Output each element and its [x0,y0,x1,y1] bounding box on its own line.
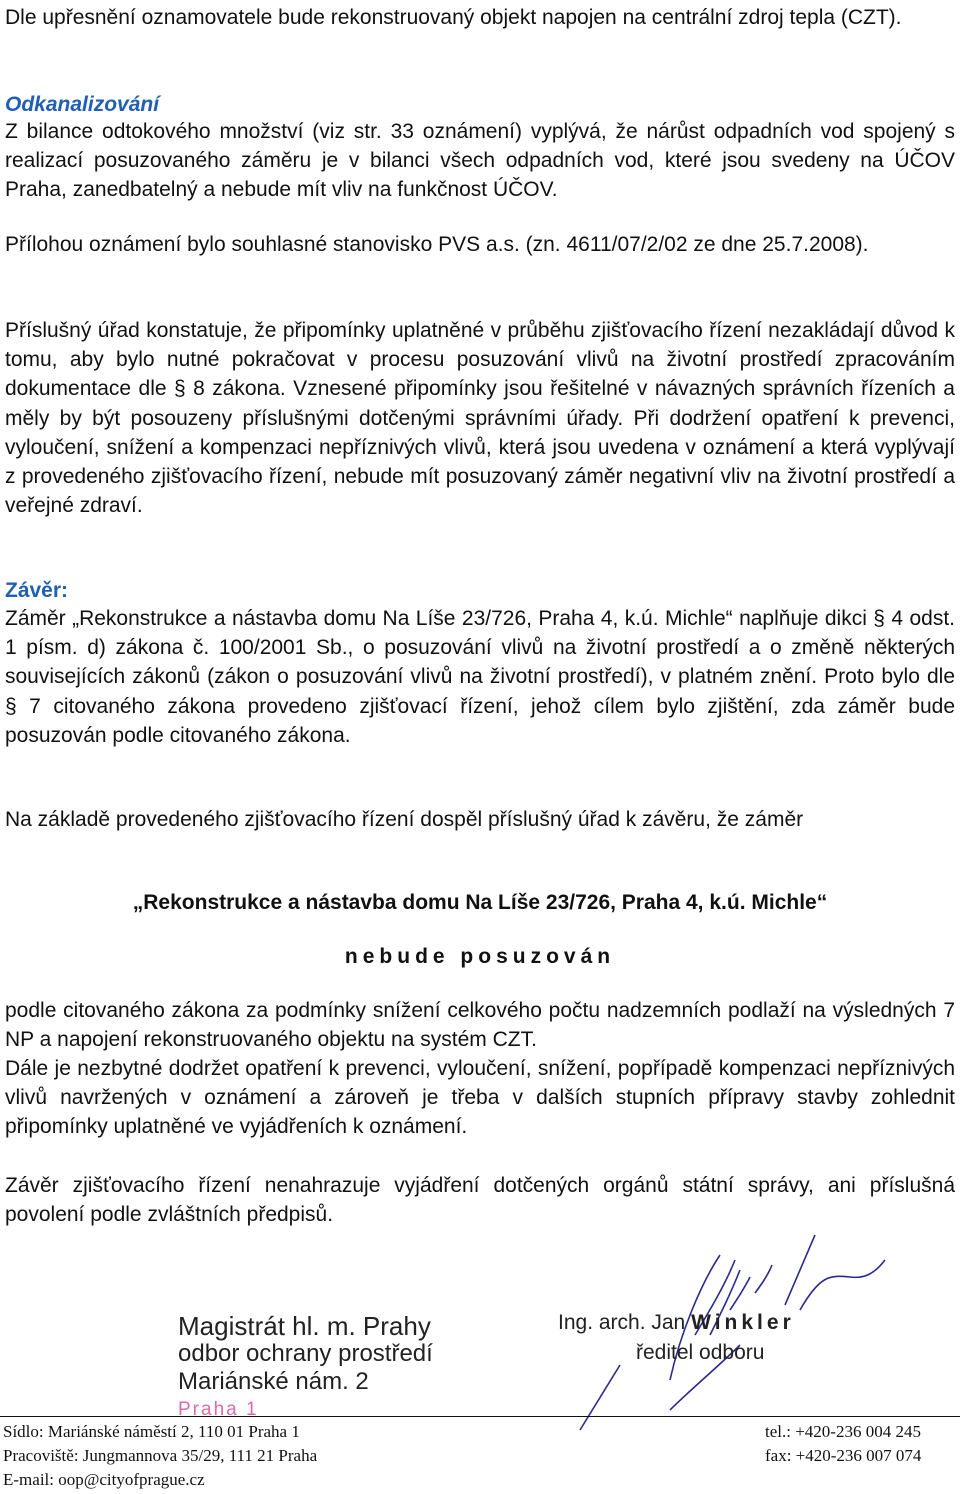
footer-email: E-mail: oop@cityofprague.cz [3,1470,205,1489]
stamp-address: Mariánské nám. 2 [178,1368,369,1395]
paragraph-urad: Příslušný úřad konstatuje, že připomínky uplatněné v průběhu zjišťovacího řízení nezakládají důvod k tomu, aby bylo nutné pokračovat v procesu posuzování vlivů na životní prostředí zpracováním dokumentace dle § 8 zákona. Vznesené připomínky jsou řešitelné v návazných správních řízeních a měly by být posouzeny příslušnými dotčenými správními úřady. Při dodržení opatření k prevenci, vyloučení, snížení a kompenzaci nepříznivých vlivů, která jsou uvedena v oznámení a která vyplývají z provedeného zjišťovacího řízení, nebude mít posuzovaný záměr negativní vliv na životní prostředí a veřejné zdraví. [5,319,955,518]
stamp-office-name: Magistrát hl. m. Prahy [178,1311,431,1341]
paragraph-podle: podle citovaného zákona za podmínky snížení celkového počtu nadzemních podlaží na výsledných 7 NP a napojení rekonstruovaného objektu na systém CZT. [5,999,955,1052]
signer-surname: Winkler [691,1311,795,1334]
signer-name [558,1308,795,1338]
stamp-city: Praha 1 [178,1399,259,1420]
signer-prefix: Ing. arch. Jan [558,1311,692,1334]
footer-right [765,1420,921,1468]
paragraph-prilohou: Přílohou oznámení bylo souhlasné stanovisko PVS a.s. (zn. 4611/07/2/02 ze dne 25.7.2008). [5,233,869,256]
footer-tel: tel.: +420-236 004 245 [765,1422,921,1441]
footer-fax: fax: +420-236 007 074 [765,1446,922,1465]
paragraph-bilance: Z bilance odtokového množství (viz str. 33 oznámení) vyplývá, že nárůst odpadních vod spojený s realizací posuzovaného záměru je v bilanci všech odpadních vod, které jsou svedeny na ÚČOV Praha, zanedbatelný a nebude mít vliv na funkčnost ÚČOV. [5,120,955,202]
paragraph-zaver-zjistovaciho: Závěr zjišťovacího řízení nenahrazuje vyjádření dotčených orgánů státní správy, ani příslušná povolení podle zvláštních předpisů. [5,1174,955,1227]
signer-role: ředitel odboru [636,1341,765,1364]
paragraph-intro: Dle upřesnění oznamovatele bude rekonstruovaný objekt napojen na centrální zdroj tepla (CZT). [5,6,902,29]
stamp-department: odbor ochrany prostředí [178,1340,433,1367]
paragraph-dale: Dále je nezbytné dodržet opatření k prevenci, vyloučení, snížení, popřípadě kompenzaci nepříznivých vlivů navržených v oznámení a zároveň je třeba v dalších stupních přípravy stavby zohlednit připomínky uplatněné ve vyjádřeních k oznámení. [5,1057,955,1139]
paragraph-na-zaklade: Na základě provedeného zjišťovacího řízení dospěl příslušný úřad k závěru, že záměr [5,808,804,831]
footer-left [3,1420,317,1492]
footer-pracoviste: Pracoviště: Jungmannova 35/29, 111 21 Praha [3,1446,318,1465]
footer-sidlo: Sídlo: Mariánské náměstí 2, 110 01 Praha 1 [3,1422,300,1441]
heading-odkanalizovani: Odkanalizování [5,93,160,116]
signature-block [558,1308,795,1368]
decision-nebude-posuzovan: nebude posuzován [344,945,616,968]
paragraph-zamer: Záměr „Rekonstrukce a nástavba domu Na Líše 23/726, Praha 4, k.ú. Michle“ naplňuje dikci § 4 odst. 1 písm. d) zákona č. 100/2001 Sb., o posuzování vlivů na životní prostředí a o změně některých souvisejících zákonů (zákon o posuzování vlivů na životní prostředí), v platném znění. Proto bylo dle § 7 citovaného zákona provedeno zjišťovací řízení, jehož cílem bylo zjištění, zda záměr bude posuzován podle citovaného zákona. [5,607,955,747]
office-stamp [178,1312,433,1424]
heading-zaver: Závěr: [5,579,69,602]
project-title: „Rekonstrukce a nástavba domu Na Líše 23/726, Praha 4, k.ú. Michle“ [132,891,828,914]
footer-divider [0,1416,960,1417]
